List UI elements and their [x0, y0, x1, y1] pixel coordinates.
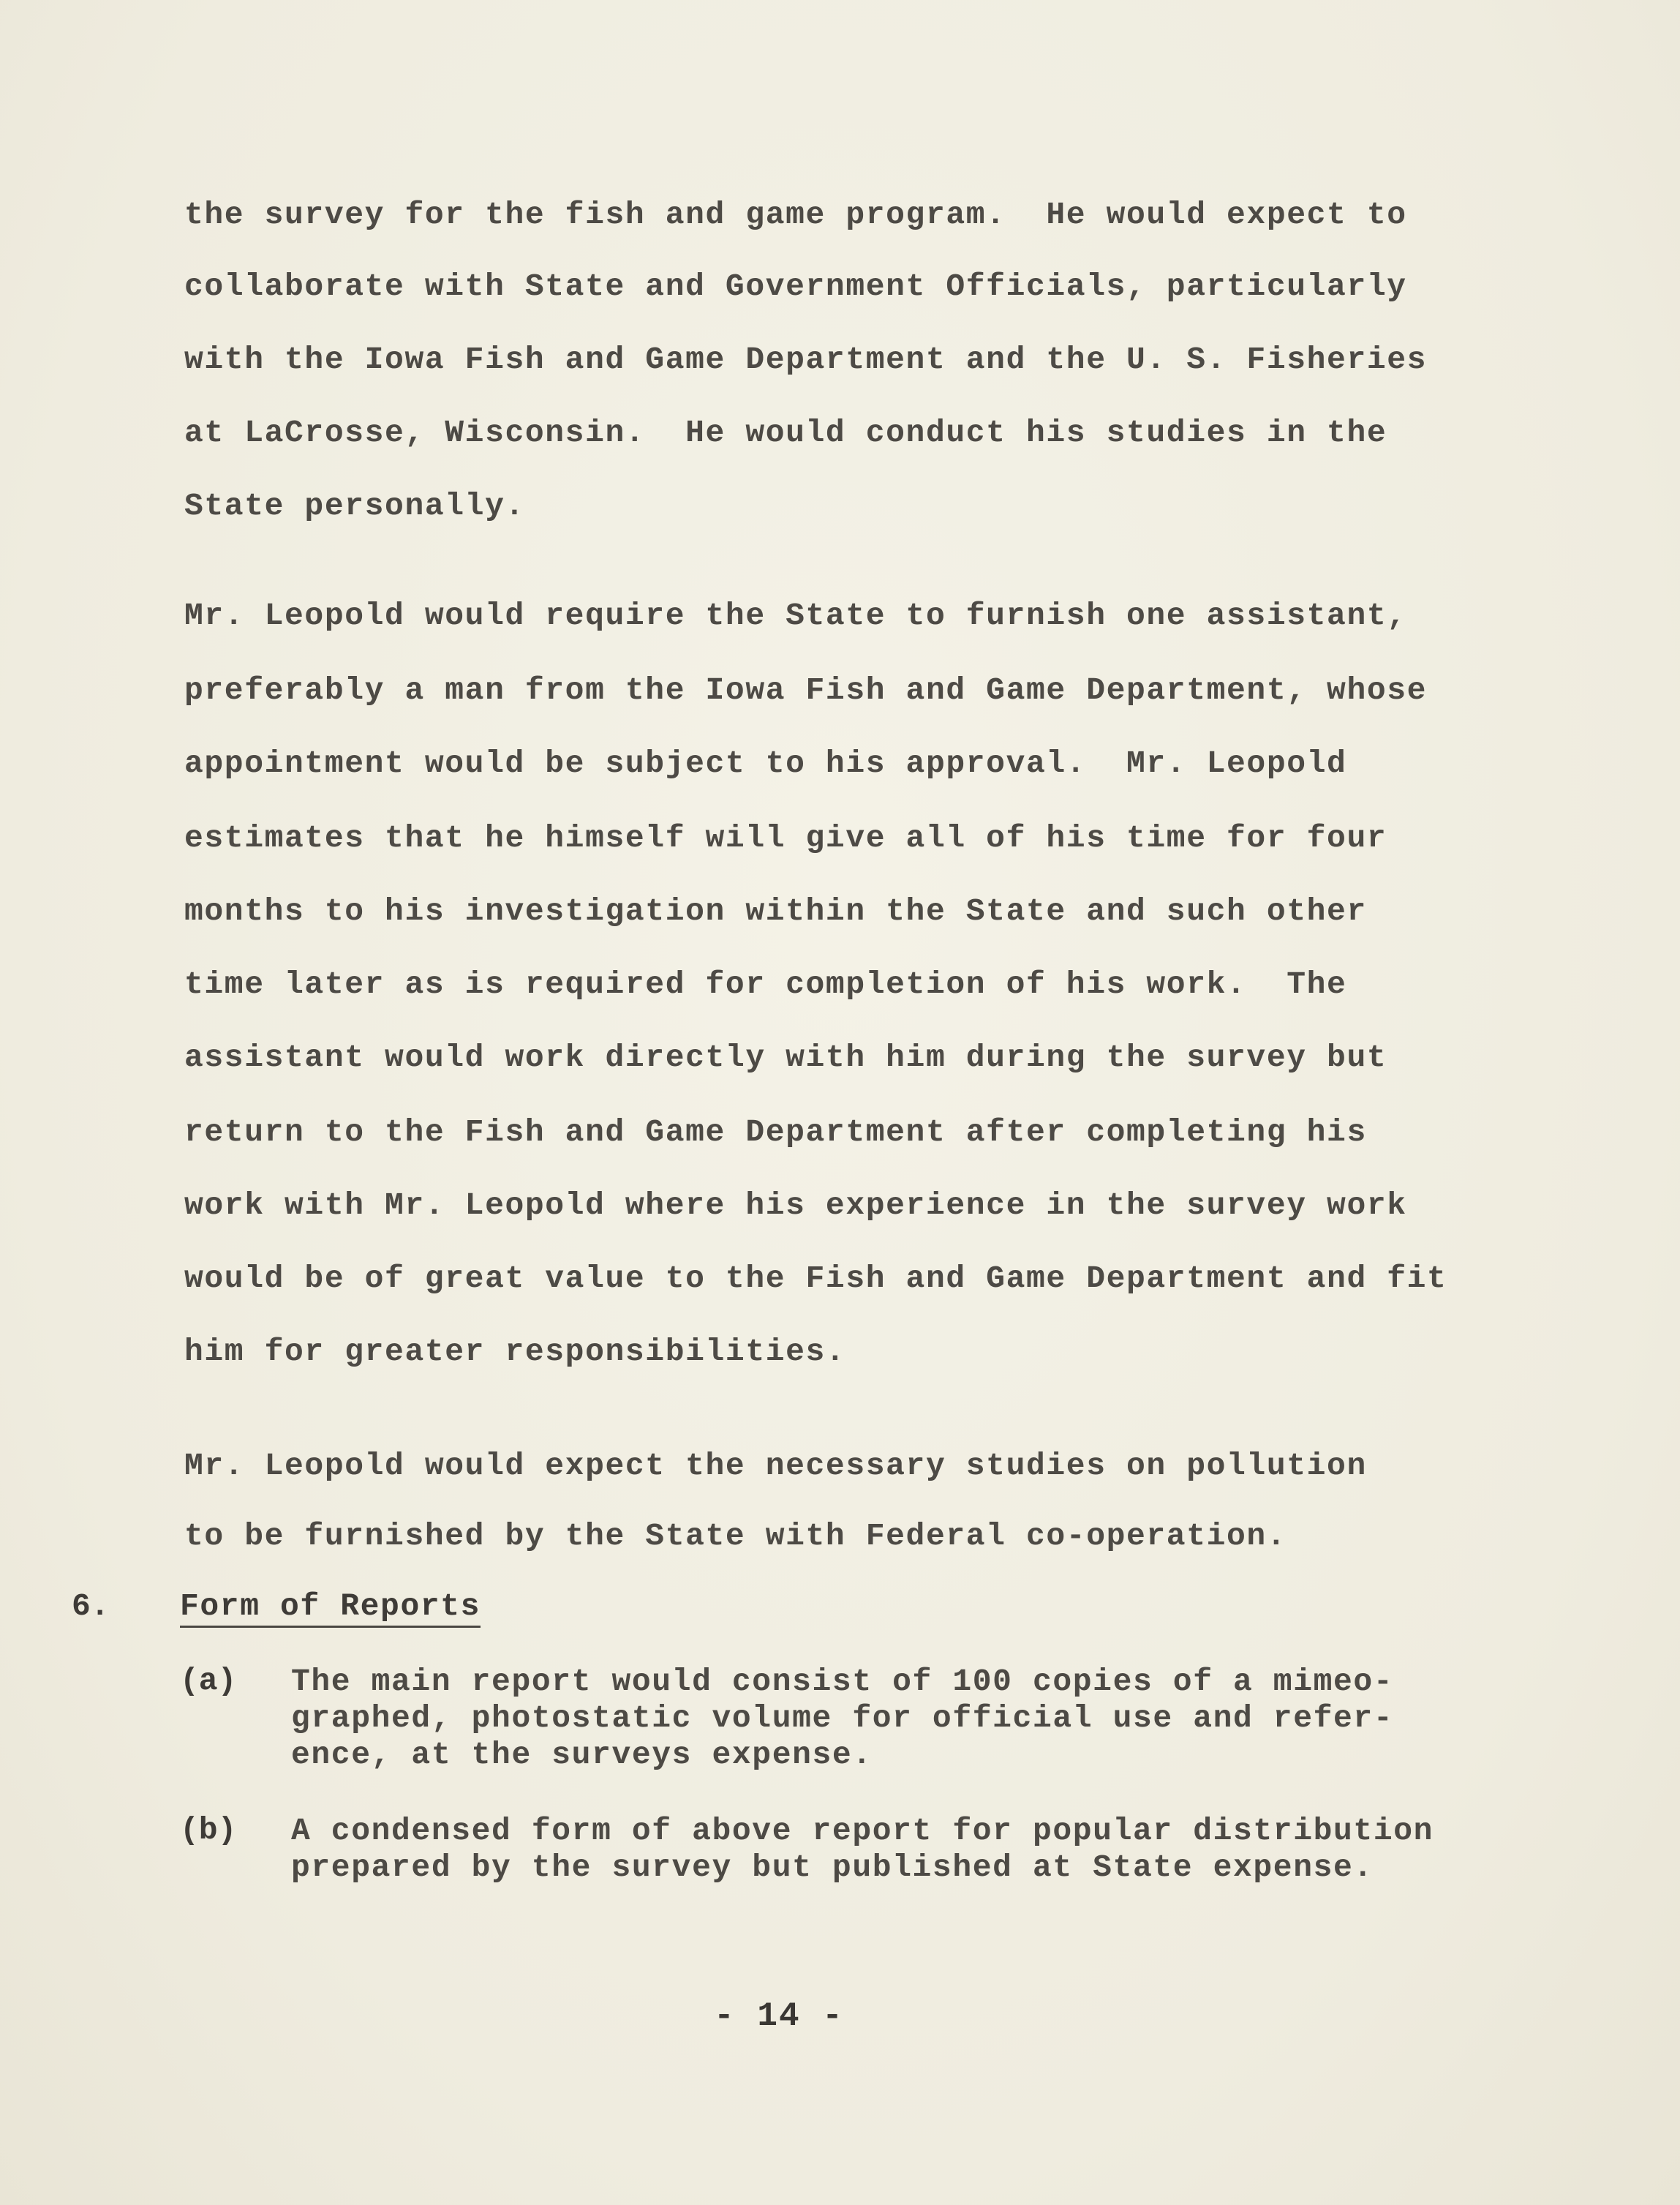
text-line: appointment would be subject to his approval. Mr. Leopold — [184, 745, 1347, 781]
text-line: Mr. Leopold would expect the necessary studies on pollution — [184, 1448, 1367, 1484]
text-line: to be furnished by the State with Federal co-operation. — [184, 1518, 1287, 1554]
text-line: estimates that he himself will give all of his time for four — [184, 820, 1387, 856]
text-line: State personally. — [184, 488, 525, 524]
text-line: months to his investigation within the State and such other — [184, 893, 1367, 929]
text-line: with the Iowa Fish and Game Department and the U. S. Fisheries — [184, 342, 1428, 377]
text-line: Mr. Leopold would require the State to furnish one assistant, — [184, 598, 1407, 634]
text-line: collaborate with State and Government Officials, particularly — [184, 268, 1407, 304]
section-number: 6. — [72, 1588, 110, 1624]
text-line: assistant would work directly with him during the survey but — [184, 1040, 1387, 1075]
text-line: at LaCrosse, Wisconsin. He would conduct his studies in the — [184, 415, 1387, 451]
item-line: The main report would consist of 100 copies of a mimeo- — [291, 1664, 1394, 1699]
item-line: prepared by the survey but published at State expense. — [291, 1849, 1374, 1885]
item-label: (b) — [180, 1812, 237, 1848]
text-line: him for greater responsibilities. — [184, 1334, 846, 1370]
page-number: - 14 - — [714, 1997, 844, 2035]
text-line: the survey for the fish and game program. He would expect to — [184, 197, 1407, 233]
section-heading: Form of Reports — [180, 1588, 481, 1628]
text-line: preferably a man from the Iowa Fish and Game Department, whose — [184, 672, 1428, 708]
text-line: work with Mr. Leopold where his experience in the survey work — [184, 1187, 1407, 1223]
item-line: graphed, photostatic volume for official use and refer- — [291, 1700, 1394, 1736]
item-label: (a) — [180, 1663, 237, 1699]
text-line: return to the Fish and Game Department after completing his — [184, 1114, 1367, 1150]
item-line: A condensed form of above report for popular distribution — [291, 1813, 1434, 1849]
text-line: time later as is required for completion of his work. The — [184, 966, 1347, 1002]
text-line: would be of great value to the Fish and Game Department and fit — [184, 1261, 1447, 1296]
item-line: ence, at the surveys expense. — [291, 1737, 873, 1773]
